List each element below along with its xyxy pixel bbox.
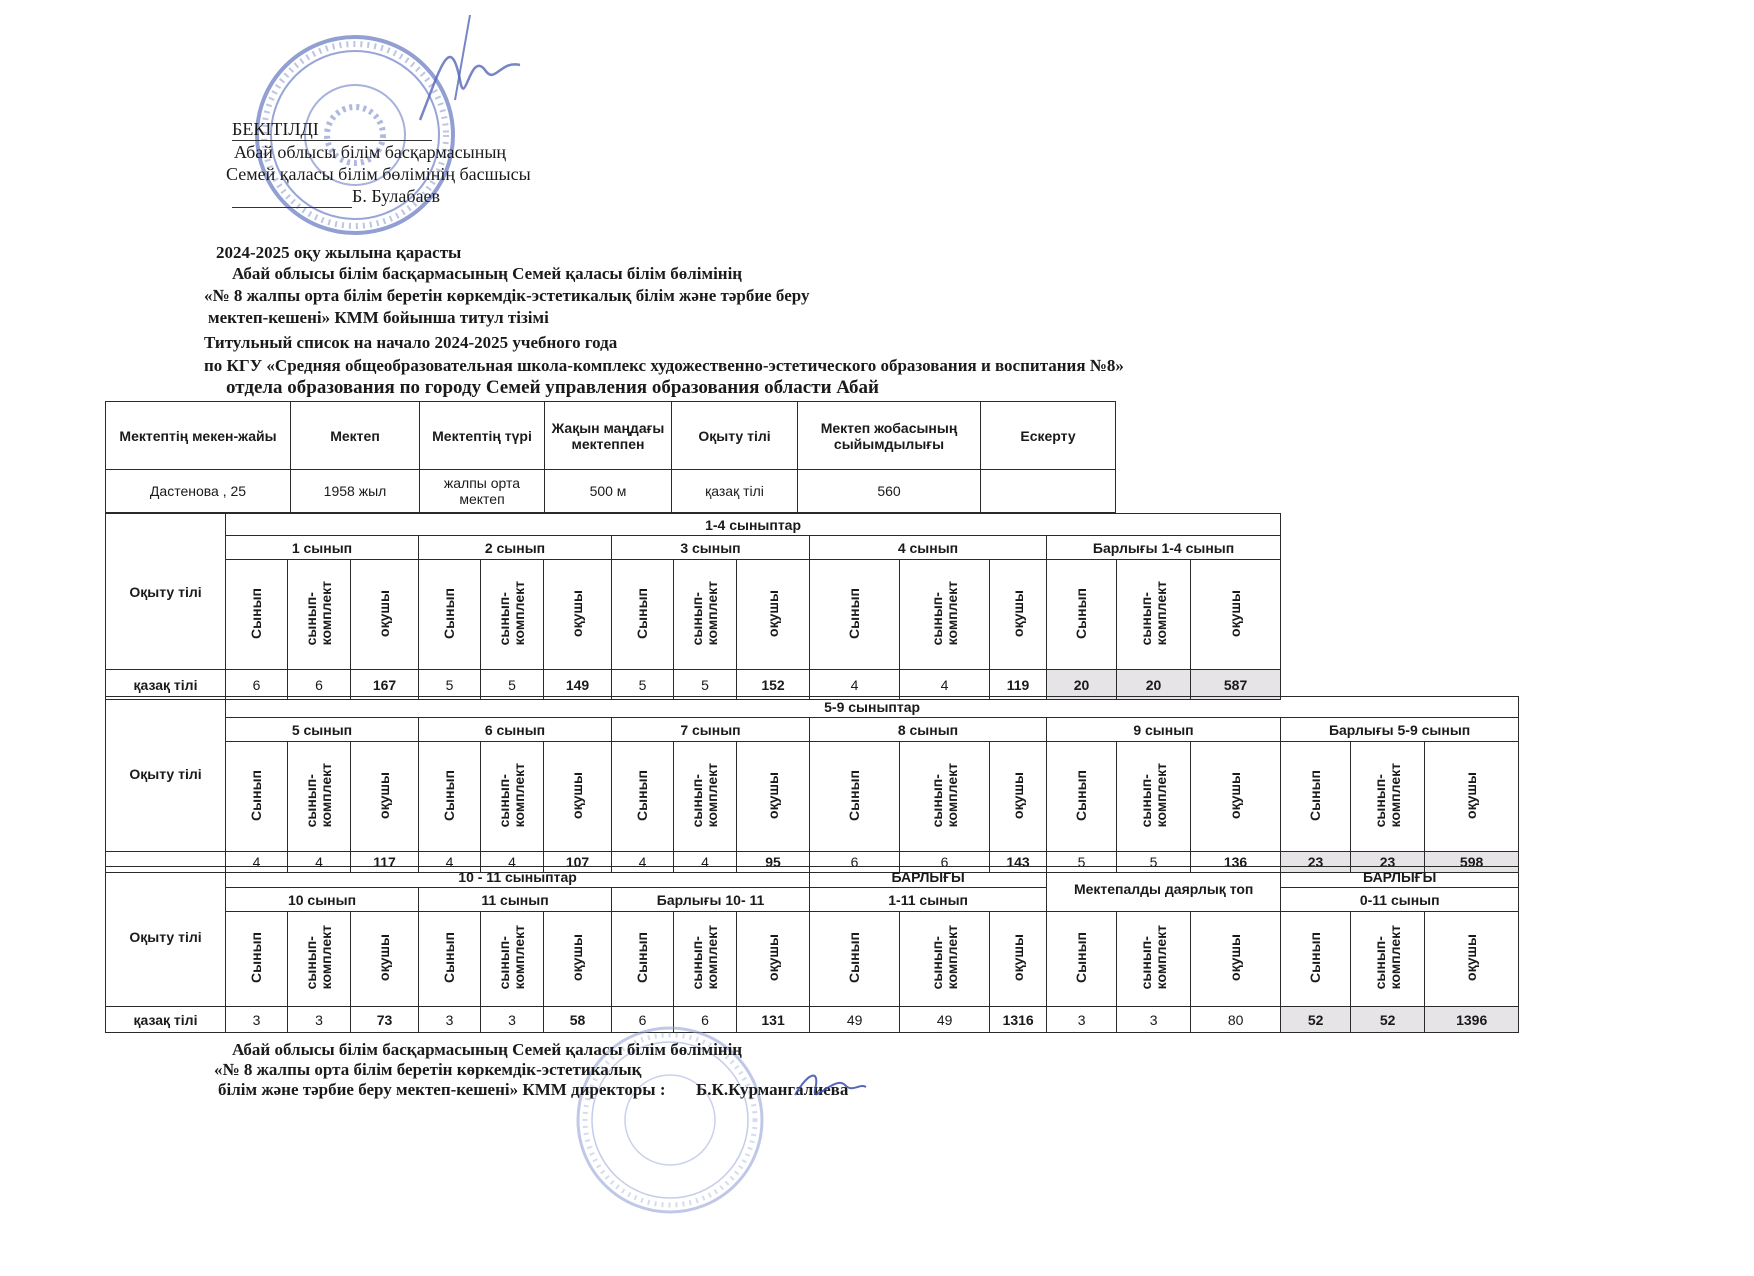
sub-header-class bbox=[1281, 912, 1351, 1007]
sub-header-label: сынып- комплект bbox=[1137, 762, 1169, 828]
sub-header-label: оқушы bbox=[1009, 934, 1026, 981]
sub-header-label: оқушы bbox=[1227, 589, 1244, 637]
sub-header-label: сынып- комплект bbox=[496, 580, 527, 646]
group-header: 3 сынып bbox=[612, 536, 810, 560]
value-cell: 5 bbox=[612, 670, 674, 700]
sub-header-label: оқушы bbox=[1227, 771, 1243, 819]
title-line-3: «№ 8 жалпы орта білім беретін көркемдік-эстетикалық білім және тәрбие беру bbox=[204, 286, 810, 305]
block-title: 10 - 11 сыныптар bbox=[226, 867, 810, 888]
approval-word: БЕКІТІЛДІ bbox=[232, 118, 432, 141]
sub-header-label: оқушы bbox=[1227, 934, 1244, 981]
lang-header: Оқыту тілі bbox=[106, 867, 226, 1007]
value-cell: 4 bbox=[612, 852, 674, 873]
sub-header-label: сынып- комплект bbox=[689, 762, 720, 828]
value-cell: 3 bbox=[1047, 1007, 1117, 1033]
group-header: 2 сынып bbox=[419, 536, 612, 560]
sub-header-pupils bbox=[990, 742, 1047, 852]
total-cell: 52 bbox=[1281, 1007, 1351, 1033]
sub-header-label: Сынып bbox=[846, 769, 862, 821]
approval-signer: Б. Булабаев bbox=[352, 186, 441, 206]
header-language: Оқыту тілі bbox=[672, 402, 798, 470]
all-header: БАРЛЫҒЫ bbox=[810, 867, 1047, 888]
sub-header-set bbox=[1351, 912, 1425, 1007]
sub-header-label: сынып- комплект bbox=[496, 762, 527, 828]
sub-header-set bbox=[288, 560, 351, 670]
header-school: Мектеп bbox=[291, 402, 420, 470]
sub-header-class bbox=[612, 742, 674, 852]
sub-header-class bbox=[419, 912, 481, 1007]
sub-header-pupils bbox=[1191, 742, 1281, 852]
sub-header-label: Сынып bbox=[1073, 932, 1090, 983]
cell-note bbox=[981, 470, 1116, 513]
value-cell: 107 bbox=[544, 852, 612, 873]
title-line-6: по КГУ «Средняя общеобразовательная школа-комплекс художественно-эстетического образования и воспитания №8» bbox=[204, 356, 1124, 375]
sub-header-label: Сынып bbox=[634, 932, 650, 983]
cell-school-type: жалпы орта мектеп bbox=[420, 470, 545, 513]
cell-school: 1958 жыл bbox=[291, 470, 420, 513]
value-cell: 6 bbox=[612, 1007, 674, 1033]
sub-header-set bbox=[674, 742, 737, 852]
sub-header-pupils bbox=[990, 912, 1047, 1007]
signature-bottom bbox=[790, 1065, 870, 1115]
title-line-1: 2024-2025 оқу жылына қарасты bbox=[216, 243, 462, 262]
sub-header-label: сынып- комплект bbox=[496, 925, 527, 990]
value-cell: 5 bbox=[419, 670, 481, 700]
sub-header-class bbox=[612, 560, 674, 670]
sub-header-class bbox=[810, 912, 900, 1007]
sub-header-class bbox=[1047, 742, 1117, 852]
sub-header-pupils bbox=[990, 560, 1047, 670]
value-cell: 58 bbox=[544, 1007, 612, 1033]
sub-header-label: Сынып bbox=[248, 769, 264, 821]
group-header: Барлығы 1-4 сынып bbox=[1047, 536, 1281, 560]
value-cell: 5 bbox=[674, 670, 737, 700]
sub-header-pupils bbox=[351, 912, 419, 1007]
group-header: 0-11 сынып bbox=[1281, 888, 1519, 912]
value-cell: 3 bbox=[226, 1007, 288, 1033]
value-cell: 4 bbox=[288, 852, 351, 873]
footer-line-3: білім және тәрбие беру мектеп-кешені» КММ директоры : bbox=[218, 1080, 666, 1099]
footer-line-1: Абай облысы білім басқармасының Семей қаласы білім бөлімінің bbox=[232, 1040, 743, 1059]
value-cell: 119 bbox=[990, 670, 1047, 700]
sub-header-class bbox=[419, 742, 481, 852]
sub-header-class bbox=[226, 560, 288, 670]
sub-header-set bbox=[900, 912, 990, 1007]
director-name: Б.К.Курмангалиева bbox=[696, 1080, 849, 1099]
value-cell: 143 bbox=[990, 852, 1047, 873]
sub-header-pupils bbox=[737, 742, 810, 852]
group-header: 8 сынып bbox=[810, 718, 1047, 742]
total-cell: 23 bbox=[1351, 852, 1425, 873]
value-cell: 4 bbox=[900, 670, 990, 700]
sub-header-label: Сынып bbox=[634, 587, 650, 639]
value-cell: 167 bbox=[351, 670, 419, 700]
group-header: 10 сынып bbox=[226, 888, 419, 912]
grades-1-4-table bbox=[105, 513, 1281, 700]
group-header: 5 сынып bbox=[226, 718, 419, 742]
value-cell: 4 bbox=[674, 852, 737, 873]
sub-header-label: оқушы bbox=[569, 771, 585, 819]
all-header: БАРЛЫҒЫ bbox=[1281, 867, 1519, 888]
sub-header-label: сынып- комплект bbox=[689, 580, 720, 646]
sub-header-label: оқушы bbox=[569, 589, 585, 637]
sub-header-pupils bbox=[1425, 742, 1519, 852]
sub-header-label: сынып- комплект bbox=[303, 925, 334, 990]
sub-header-label: оқушы bbox=[764, 934, 781, 981]
sub-header-class bbox=[1281, 742, 1351, 852]
grades-5-9-table bbox=[105, 696, 1519, 873]
total-cell: 20 bbox=[1047, 670, 1117, 700]
sub-header-label: сынып- комплект bbox=[303, 762, 334, 828]
sub-header-label: Сынып bbox=[634, 769, 650, 821]
sub-header-set bbox=[1117, 912, 1191, 1007]
sub-header-set bbox=[481, 742, 544, 852]
sub-header-label: оқушы bbox=[376, 771, 392, 819]
group-header: Барлығы 10- 11 bbox=[612, 888, 810, 912]
group-header: Барлығы 5-9 сынып bbox=[1281, 718, 1519, 742]
value-cell: 149 bbox=[544, 670, 612, 700]
preschool-header: Мектепалды даярлық топ bbox=[1047, 867, 1281, 912]
sub-header-label: Сынып bbox=[1073, 587, 1089, 639]
header-address: Мектептің мекен-жайы bbox=[106, 402, 291, 470]
cell-language: қазақ тілі bbox=[672, 470, 798, 513]
sub-header-set bbox=[288, 742, 351, 852]
sub-header-set bbox=[1351, 742, 1425, 852]
value-cell: 3 bbox=[481, 1007, 544, 1033]
sub-header-class bbox=[1047, 912, 1117, 1007]
cell-address: Дастенова , 25 bbox=[106, 470, 291, 513]
group-header: 9 сынып bbox=[1047, 718, 1281, 742]
value-cell: 3 bbox=[419, 1007, 481, 1033]
sub-header-class bbox=[810, 560, 900, 670]
sub-header-set bbox=[674, 912, 737, 1007]
title-line-7: отдела образования по городу Семей управления образования области Абай bbox=[226, 377, 879, 398]
header-note: Ескерту bbox=[981, 402, 1116, 470]
sub-header-label: сынып- комплект bbox=[928, 925, 960, 990]
group-header: 1-11 сынып bbox=[810, 888, 1047, 912]
sub-header-label: оқушы bbox=[376, 589, 392, 637]
header-school-type: Мектептің түрі bbox=[420, 402, 545, 470]
sub-header-pupils bbox=[544, 912, 612, 1007]
lang-header: Оқыту тілі bbox=[106, 514, 226, 670]
cell-nearest-school: 500 м bbox=[545, 470, 672, 513]
header-nearest-school: Жақын маңдағы мектеппен bbox=[545, 402, 672, 470]
sub-header-label: Сынып bbox=[441, 932, 457, 983]
sub-header-class bbox=[612, 912, 674, 1007]
sub-header-pupils bbox=[737, 560, 810, 670]
sub-header-label: оқушы bbox=[764, 589, 781, 637]
sub-header-set bbox=[288, 912, 351, 1007]
value-cell: 73 bbox=[351, 1007, 419, 1033]
row-language: қазақ тілі bbox=[106, 670, 226, 700]
sub-header-class bbox=[1047, 560, 1117, 670]
value-cell: 6 bbox=[288, 670, 351, 700]
value-cell: 4 bbox=[419, 852, 481, 873]
value-cell: 95 bbox=[737, 852, 810, 873]
sub-header-label: Сынып bbox=[846, 587, 862, 639]
value-cell: 3 bbox=[288, 1007, 351, 1033]
value-cell: 136 bbox=[1191, 852, 1281, 873]
sub-header-set bbox=[674, 560, 737, 670]
value-cell: 117 bbox=[351, 852, 419, 873]
sub-header-set bbox=[900, 742, 990, 852]
sub-header-label: оқушы bbox=[1463, 934, 1480, 981]
sub-header-pupils bbox=[737, 912, 810, 1007]
sub-header-pupils bbox=[351, 560, 419, 670]
value-cell: 80 bbox=[1191, 1007, 1281, 1033]
sub-header-set bbox=[1117, 560, 1191, 670]
value-cell: 152 bbox=[737, 670, 810, 700]
approval-line-1: Абай облысы білім басқармасының bbox=[234, 142, 507, 162]
value-cell: 49 bbox=[900, 1007, 990, 1033]
value-cell: 4 bbox=[810, 670, 900, 700]
sub-header-label: оқушы bbox=[1009, 771, 1026, 819]
value-cell: 3 bbox=[1117, 1007, 1191, 1033]
value-cell: 5 bbox=[1117, 852, 1191, 873]
sub-header-label: Сынып bbox=[1073, 769, 1089, 821]
signature-line bbox=[232, 185, 352, 208]
sub-header-pupils bbox=[1191, 560, 1281, 670]
group-header: 7 сынып bbox=[612, 718, 810, 742]
sub-header-label: Сынып bbox=[846, 932, 863, 983]
sub-header-label: Сынып bbox=[248, 587, 264, 639]
total-cell: 598 bbox=[1425, 852, 1519, 873]
sub-header-label: Сынып bbox=[441, 587, 457, 639]
sub-header-label: оқушы bbox=[569, 934, 585, 981]
sub-header-class bbox=[226, 912, 288, 1007]
value-cell: 6 bbox=[674, 1007, 737, 1033]
group-header: 1 сынып bbox=[226, 536, 419, 560]
header-capacity: Мектеп жобасының сыйымдылығы bbox=[798, 402, 981, 470]
block-title: 5-9 сыныптар bbox=[226, 697, 1519, 718]
sub-header-label: оқушы bbox=[1009, 589, 1026, 637]
footer-line-2: «№ 8 жалпы орта білім беретін көркемдік-эстетикалық bbox=[214, 1060, 642, 1079]
footer-block bbox=[214, 1040, 848, 1100]
value-cell: 1316 bbox=[990, 1007, 1047, 1033]
total-cell: 52 bbox=[1351, 1007, 1425, 1033]
value-cell: 5 bbox=[1047, 852, 1117, 873]
sub-header-label: оқушы bbox=[376, 934, 392, 981]
sub-header-label: Сынып bbox=[441, 769, 457, 821]
cell-capacity: 560 bbox=[798, 470, 981, 513]
value-cell: 6 bbox=[810, 852, 900, 873]
sub-header-label: сынып- комплект bbox=[928, 762, 960, 828]
approval-line-2: Семей қаласы білім бөлімінің басшысы bbox=[226, 164, 531, 184]
group-header: 6 сынып bbox=[419, 718, 612, 742]
sub-header-set bbox=[481, 560, 544, 670]
title-line-2: Абай облысы білім басқармасының Семей қаласы білім бөлімінің bbox=[232, 264, 743, 283]
value-cell: 49 bbox=[810, 1007, 900, 1033]
value-cell: 4 bbox=[481, 852, 544, 873]
sub-header-label: сынып- комплект bbox=[1371, 762, 1403, 828]
sub-header-pupils bbox=[1425, 912, 1519, 1007]
total-cell: 587 bbox=[1191, 670, 1281, 700]
row-language: қазақ тілі bbox=[106, 1007, 226, 1033]
sub-header-class bbox=[419, 560, 481, 670]
value-cell: 6 bbox=[226, 670, 288, 700]
approval-block bbox=[226, 118, 531, 208]
sub-header-label: оқушы bbox=[1463, 771, 1480, 819]
total-cell: 23 bbox=[1281, 852, 1351, 873]
sub-header-label: Сынып bbox=[248, 932, 264, 983]
school-info-table bbox=[105, 401, 1116, 513]
sub-header-pupils bbox=[1191, 912, 1281, 1007]
sub-header-label: сынып- комплект bbox=[689, 925, 720, 990]
sub-header-label: сынып- комплект bbox=[1137, 580, 1169, 646]
total-cell: 1396 bbox=[1425, 1007, 1519, 1033]
sub-header-set bbox=[1117, 742, 1191, 852]
value-cell: 5 bbox=[481, 670, 544, 700]
sub-header-class bbox=[226, 742, 288, 852]
value-cell: 4 bbox=[226, 852, 288, 873]
group-header: 4 сынып bbox=[810, 536, 1047, 560]
sub-header-label: сынып- комплект bbox=[1371, 925, 1403, 990]
sub-header-set bbox=[481, 912, 544, 1007]
lang-header: Оқыту тілі bbox=[106, 697, 226, 852]
sub-header-label: сынып- комплект bbox=[928, 580, 960, 646]
sub-header-pupils bbox=[544, 742, 612, 852]
sub-header-label: сынып- комплект bbox=[303, 580, 334, 646]
value-cell: 131 bbox=[737, 1007, 810, 1033]
group-header: 11 сынып bbox=[419, 888, 612, 912]
sub-header-pupils bbox=[351, 742, 419, 852]
grades-10-11-table bbox=[105, 866, 1519, 1033]
value-cell: 6 bbox=[900, 852, 990, 873]
sub-header-class bbox=[810, 742, 900, 852]
block-title: 1-4 сыныптар bbox=[226, 514, 1281, 536]
sub-header-label: Сынып bbox=[1307, 769, 1323, 821]
sub-header-label: оқушы bbox=[764, 771, 781, 819]
total-cell: 20 bbox=[1117, 670, 1191, 700]
title-line-5: Титульный список на начало 2024-2025 учебного года bbox=[204, 333, 618, 352]
sub-header-pupils bbox=[544, 560, 612, 670]
title-line-4: мектеп-кешені» КММ бойынша титул тізімі bbox=[208, 308, 549, 327]
sub-header-label: Сынып bbox=[1307, 932, 1324, 983]
sub-header-set bbox=[900, 560, 990, 670]
sub-header-label: сынып- комплект bbox=[1137, 925, 1169, 990]
